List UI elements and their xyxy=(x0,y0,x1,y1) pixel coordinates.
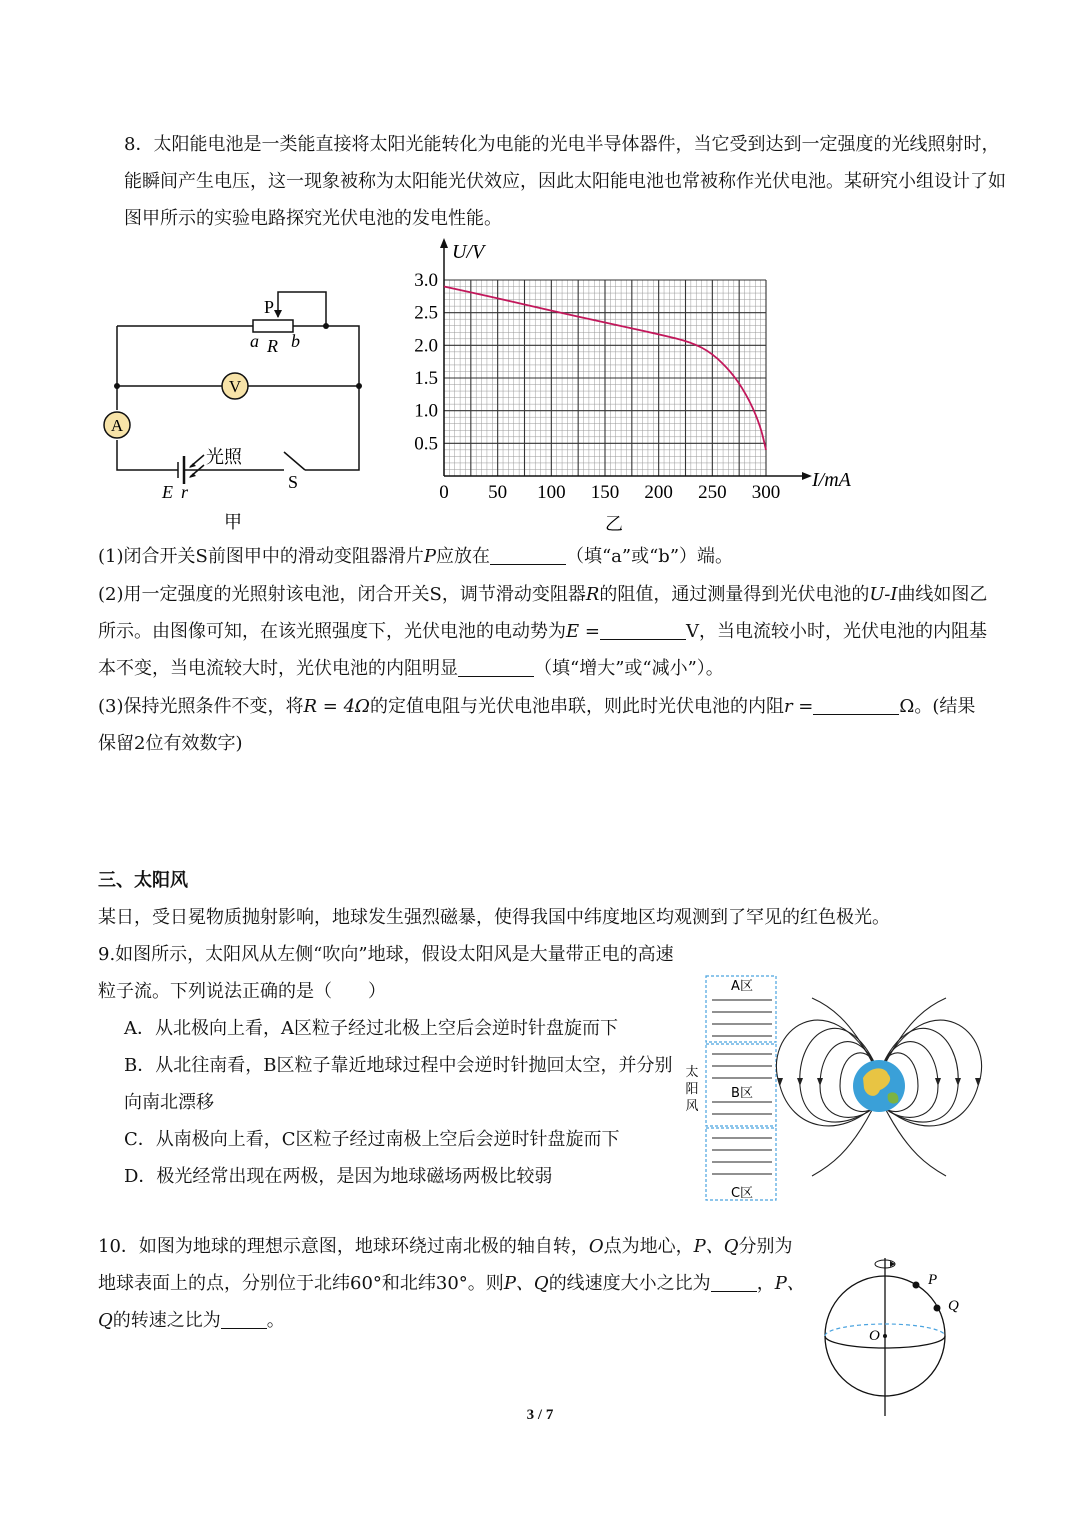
ammeter-label: A xyxy=(110,416,124,435)
q9-option-b[interactable]: B．从北往南看，B区粒子靠近地球过程中会逆时针抛回太空，并分别向南北漂移 xyxy=(124,1055,673,1113)
solar-wind-char-1: 太 xyxy=(685,1065,699,1080)
solar-wind-char-3: 风 xyxy=(685,1099,699,1114)
q8-part2: (2)用一定强度的光照射该电池，闭合开关S，调节滑动变阻器R的阻值，通过测量得到光伏电池的U-I曲线如图乙所示。由图像可知，在该光照强度下，光伏电池的电动势为E = V，当电流较小时，光伏电池的内阻基本不变，当电流较大时，光伏电池的内阻明显 （填“增大”或“减小”）。 xyxy=(98,584,988,679)
x-tick-label: 50 xyxy=(488,482,508,503)
answer-blank-6[interactable] xyxy=(221,1308,267,1329)
answer-blank-4[interactable] xyxy=(813,694,899,715)
ui-chart xyxy=(400,238,870,538)
x-tick-label: 200 xyxy=(644,482,673,503)
earth-schematic xyxy=(816,1252,966,1420)
figure-caption-yi: 乙 xyxy=(605,514,623,535)
y-axis-label: U/V xyxy=(452,241,485,263)
q8-part1: (1)闭合开关S前图甲中的滑动变阻器滑片P应放在 （填“a”或“b”）端。 xyxy=(98,546,734,567)
end-label-b: b xyxy=(291,331,300,351)
x-tick-label: 150 xyxy=(590,482,620,503)
section-title: 三、太阳风 xyxy=(98,870,188,891)
rheostat-label-R: R xyxy=(267,336,278,356)
emf-label-E: E xyxy=(162,482,173,502)
q9-stem: 9.如图所示，太阳风从左侧“吹向”地球，假设太阳风是大量带正电的高速粒子流。下列说法正确的是（ ） xyxy=(98,944,674,1002)
slider-label-P: P xyxy=(264,297,275,317)
x-tick-label: 250 xyxy=(698,482,727,503)
center-O-label: O xyxy=(869,1328,880,1344)
q8-intro: 8．太阳能电池是一类能直接将太阳光能转化为电能的光电半导体器件，当它受到达到一定强度的光线照射时，能瞬间产生电压，这一现象被称为太阳能光伏效应，因此太阳能电池也常被称作光伏电池。某研究小组设计了如图甲所示的实验电路探究光伏电池的发电性能。 xyxy=(124,134,1006,229)
end-label-a: a xyxy=(250,331,259,351)
answer-blank-3[interactable] xyxy=(458,656,534,677)
q10-stem: 10．如图为地球的理想示意图，地球环绕过南北极的轴自转，O点为地心，P、Q分别为地球表面上的点，分别位于北纬60°和北纬30°。则P、Q的线速度大小之比为 ，P、Q的转速之比为 。 xyxy=(98,1236,805,1331)
zone-a-label: A区 xyxy=(731,979,753,994)
point-P-label: P xyxy=(928,1272,938,1288)
solar-wind-char-2: 阳 xyxy=(685,1082,699,1097)
q9-option-a[interactable]: A．从北极向上看，A区粒子经过北极上空后会逆时针盘旋而下 xyxy=(124,1018,618,1039)
y-tick-label: 3.0 xyxy=(414,270,438,291)
circuit-diagram xyxy=(100,280,380,540)
x-tick-label: 300 xyxy=(751,482,781,503)
point-Q-label: Q xyxy=(948,1298,959,1314)
answer-blank-5[interactable] xyxy=(711,1271,757,1292)
solar-wind-figure xyxy=(680,970,1000,1206)
y-tick-label: 2.5 xyxy=(414,302,438,324)
q9-option-d[interactable]: D．极光经常出现在两极，是因为地球磁场两极比较弱 xyxy=(124,1166,553,1187)
zone-c-label: C区 xyxy=(730,1186,754,1201)
resistance-label-r: r xyxy=(181,482,189,502)
y-tick-label: 1.5 xyxy=(414,368,438,389)
q9-option-c[interactable]: C．从南极向上看，C区粒子经过南极上空后会逆时针盘旋而下 xyxy=(124,1129,620,1150)
q8-part3: (3)保持光照条件不变，将R = 4Ω的定值电阻与光伏电池串联，则此时光伏电池的内阻r = Ω。(结果保留2位有效数字) xyxy=(98,696,976,754)
x-axis-label: I/mA xyxy=(812,469,851,491)
y-tick-label: 0.5 xyxy=(414,433,438,455)
x-tick-label: 100 xyxy=(537,482,566,503)
page-number: 3 / 7 xyxy=(526,1407,554,1423)
y-tick-label: 1.0 xyxy=(414,400,438,422)
switch-label-S: S xyxy=(288,472,299,492)
voltmeter-label: V xyxy=(228,377,242,396)
x-tick-label: 0 xyxy=(439,482,449,503)
y-tick-label: 2.0 xyxy=(414,335,438,357)
figure-caption-jia: 甲 xyxy=(224,512,242,533)
answer-blank-1[interactable] xyxy=(490,544,566,565)
zone-b-label: B区 xyxy=(731,1086,753,1101)
section-intro: 某日，受日冕物质抛射影响，地球发生强烈磁暴，使得我国中纬度地区均观测到了罕见的红色极光。 xyxy=(98,907,890,928)
light-label: 光照 xyxy=(206,447,242,468)
answer-blank-2[interactable] xyxy=(600,619,686,640)
